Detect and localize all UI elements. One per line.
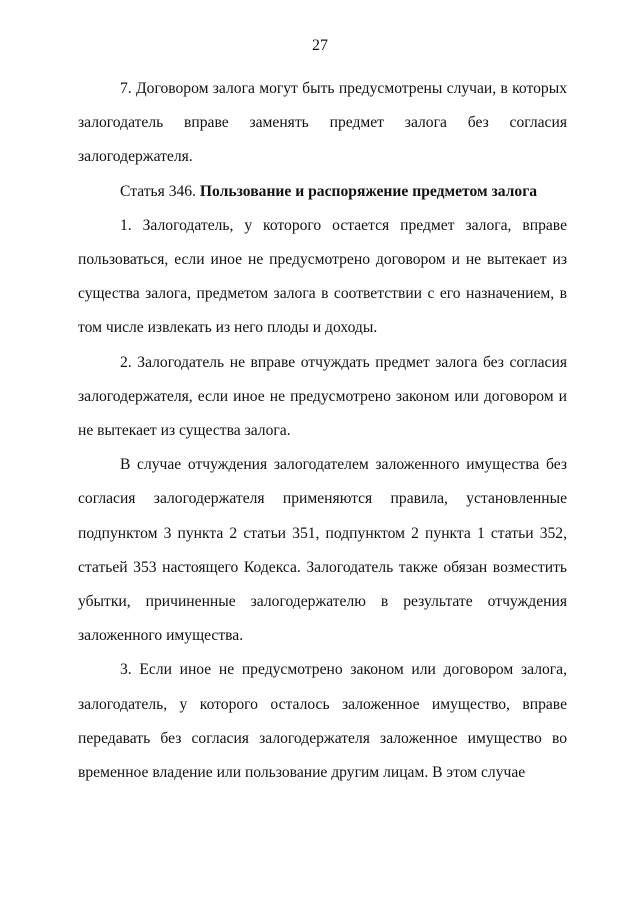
paragraph-7: 7. Договором залога могут быть предусмотрены случаи, в которых залогодатель вправе заменять предмет залога без согласия залогодержателя.	[78, 80, 567, 166]
paragraph-3: 3. Если иное не предусмотрено законом или договором залога, залогодатель, у которого осталось заложенное имущество, вправе передавать без согласия залогодержателя заложенное имущество во временное владение или пользование другим лицам. В этом случае	[78, 661, 567, 782]
document-body	[78, 72, 567, 790]
article-heading	[78, 175, 567, 209]
paragraph-2: 2. Залогодатель не вправе отчуждать предмет залога без согласия залогодержателя, если иное не предусмотрено законом или договором и не вытекает из существа залога.	[78, 353, 567, 440]
paragraph-1: 1. Залогодатель, у которого остается предмет залога, вправе пользоваться, если иное не предусмотрено договором и не вытекает из существа залога, предметом залога в соответствии с его назначением, в том числе извлекать из него плоды и доходы.	[78, 216, 567, 337]
article-label: Статья 346.	[120, 182, 197, 200]
paragraph-alienation: В случае отчуждения залогодателем заложенного имущества без согласия залогодержателя применяются правила, установленные подпунктом 3 пункта 2 статьи 351, подпунктом 2 пункта 1 статьи 352, статьей 353 настоящего Кодекса. Залогодатель также обязан возместить убытки, причиненные залогодержателю в результате отчуждения заложенного имущества.	[78, 456, 567, 645]
page-number: 27	[312, 37, 328, 54]
article-title: Пользование и распоряжение предметом залога	[199, 182, 538, 200]
